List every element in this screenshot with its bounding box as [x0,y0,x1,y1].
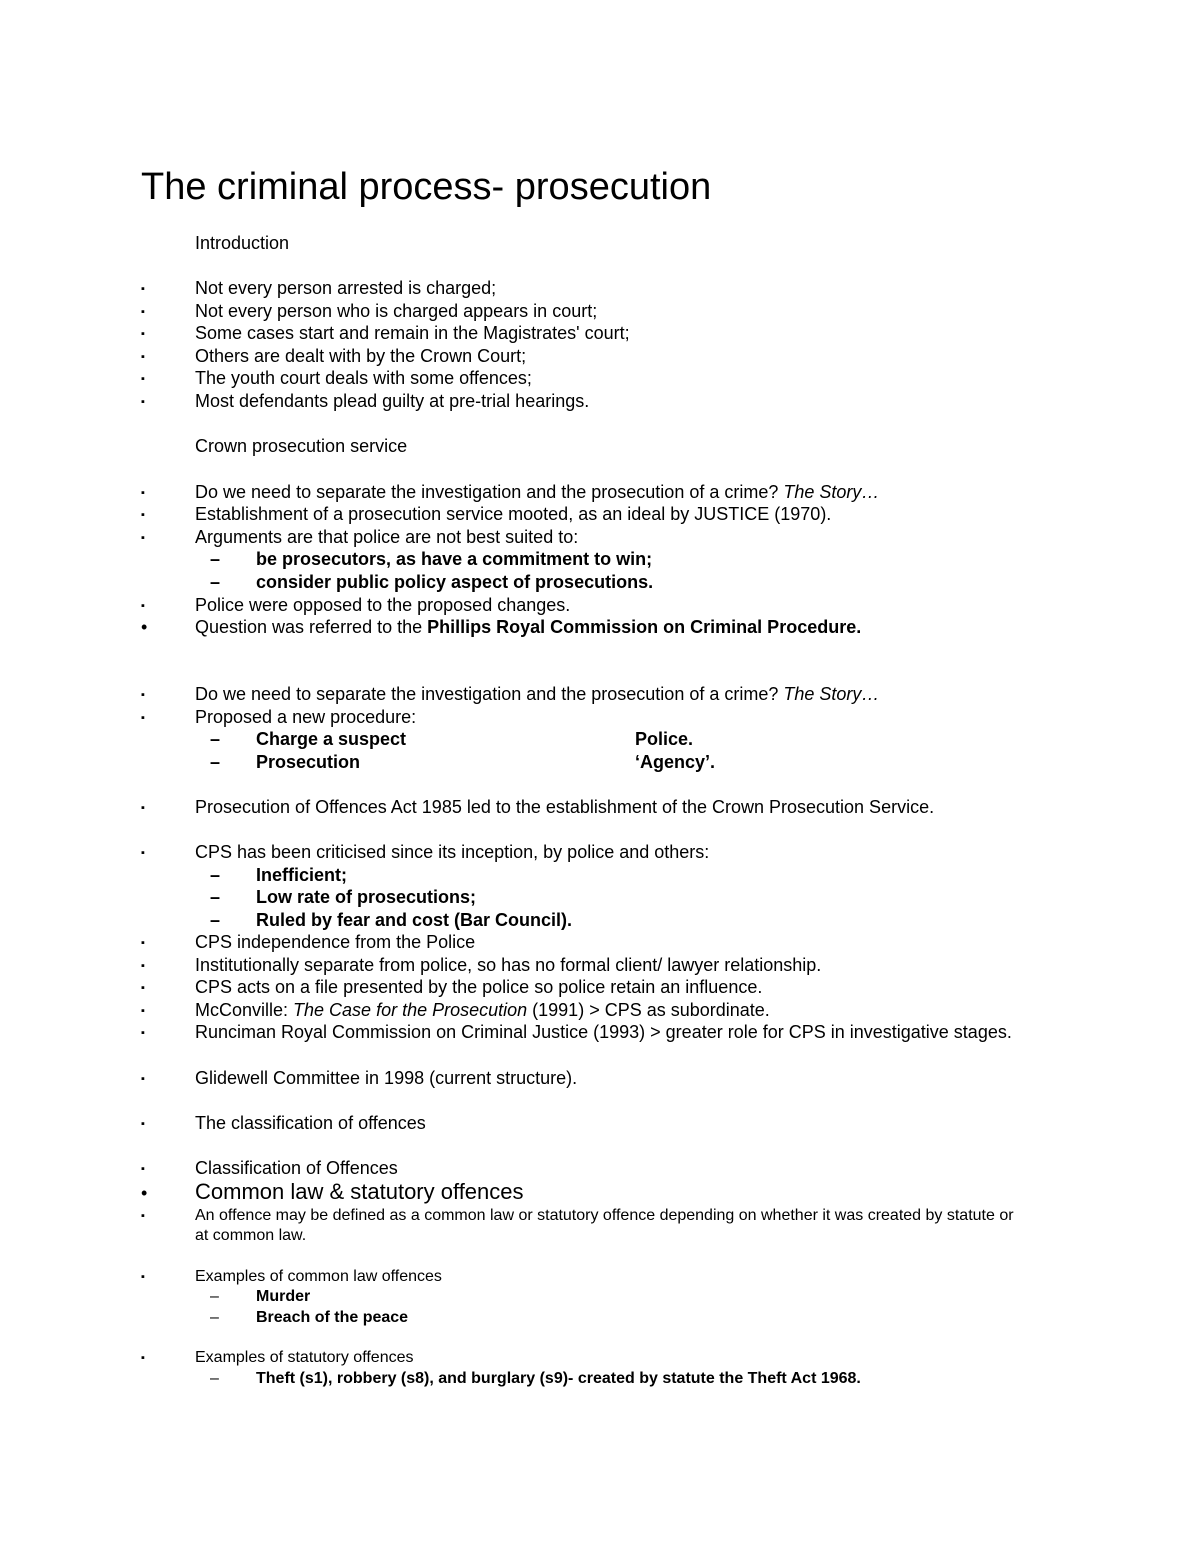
bullet-icon [141,616,161,639]
bullet-icon [141,594,161,618]
bullet-icon [141,300,161,324]
dash-icon: – [210,887,221,907]
bullet-icon [141,1180,161,1205]
bullet-icon [141,1157,161,1181]
bullet-icon [141,999,161,1023]
dash-icon: – [210,752,221,772]
bullet-icon [141,1067,161,1091]
intro-heading: Introduction [195,233,290,253]
bullet-icon [141,796,161,820]
bullet-icon [141,683,161,707]
bullet-icon [141,481,161,505]
bullet-icon [141,976,161,1000]
bullet-icon [141,1112,161,1136]
dash-icon: – [210,1309,219,1326]
bullet-icon [141,367,161,391]
bullet-icon [141,526,161,550]
cps-heading: Crown prosecution service [195,436,408,456]
dash-icon: – [210,549,221,569]
bullet-icon [141,1021,161,1045]
document-page: The criminal process- prosecution Introduction ▪ Not every person arrested is charged; ▪ Not every person who is charged appears in court; ▪ Some cases start and remain in the Magistrates' court; ▪ Others are dealt with by the Crown Court; ▪ The youth court deals with some offences; ▪ Most defendants plead guilty at pre-trial hearings. Crown prosecution service ▪ Do we need to separate the investigation and the prosecution of a crime? The Story… ▪ Establishment of a prosecution service mooted, as an ideal by JUSTICE (1970). ▪ Arguments are that police are not best suited to: – be prosecutors, as have a commitment to win; – consider public policy aspect of prosecutions. ▪ Police were opposed to the proposed changes. • Question was referred to the Phillips Royal Commission on Criminal Procedure. ▪ Do we need to separate the investigation and the prosecution of a crime? The Story… ▪ Proposed a new procedure: – Charge a suspect Police. – Prosecution ‘Agency’. ▪ Prosecution of Offences Act 1985 led to the establishment of the Crown Prosecution Service. ▪ CPS has been criticised since its inception, by police and others: – Inefficient; – Low rate of prosecutions; – Ruled by fear and cost (Bar Council). ▪ CPS independence from the Police ▪ Institutionally separate from police, so has no formal client/ lawyer relationship. ▪ CPS acts on a file presented by the police so police retain an influence. ▪ McConville: The Case for the Prosecution (1991) > CPS as subordinate. ▪ Runciman Royal Commission on Criminal Justice (1993) > greater role for CPS in investigative stages. ▪ Glidewell Committee in 1998 (current structure). ▪ The classification of offences ▪ Classification of Offences • Common law & statutory offences ▪ An offence may be defined as a common law or statutory offence depending on whether it was created by statute or at common law. ▪ Examples of common law offences – Murder – Breach of the peace ▪ Examples of statutory offences – Theft (s1), robbery (s8), and burglary (s9)- created by statute the Theft Act 1968. [0,0,1200,1553]
bullet-icon [141,954,161,978]
dash-icon: – [210,729,221,749]
dash-icon: – [210,910,221,930]
dash-icon: – [210,572,221,592]
bullet-icon [141,706,161,730]
bullet-icon [141,1206,161,1227]
bullet-icon [141,1348,161,1369]
dash-icon: – [210,1288,219,1305]
dash-icon: – [210,865,221,885]
bullet-icon [141,503,161,527]
dash-icon: – [210,1370,219,1387]
bullet-icon [141,277,161,301]
bullet-icon [141,1267,161,1288]
bullet-icon [141,841,161,865]
bullet-icon [141,390,161,414]
bullet-icon [141,931,161,955]
page-title: The criminal process- prosecution [141,166,712,208]
bullet-icon [141,345,161,369]
bullet-icon [141,322,161,346]
